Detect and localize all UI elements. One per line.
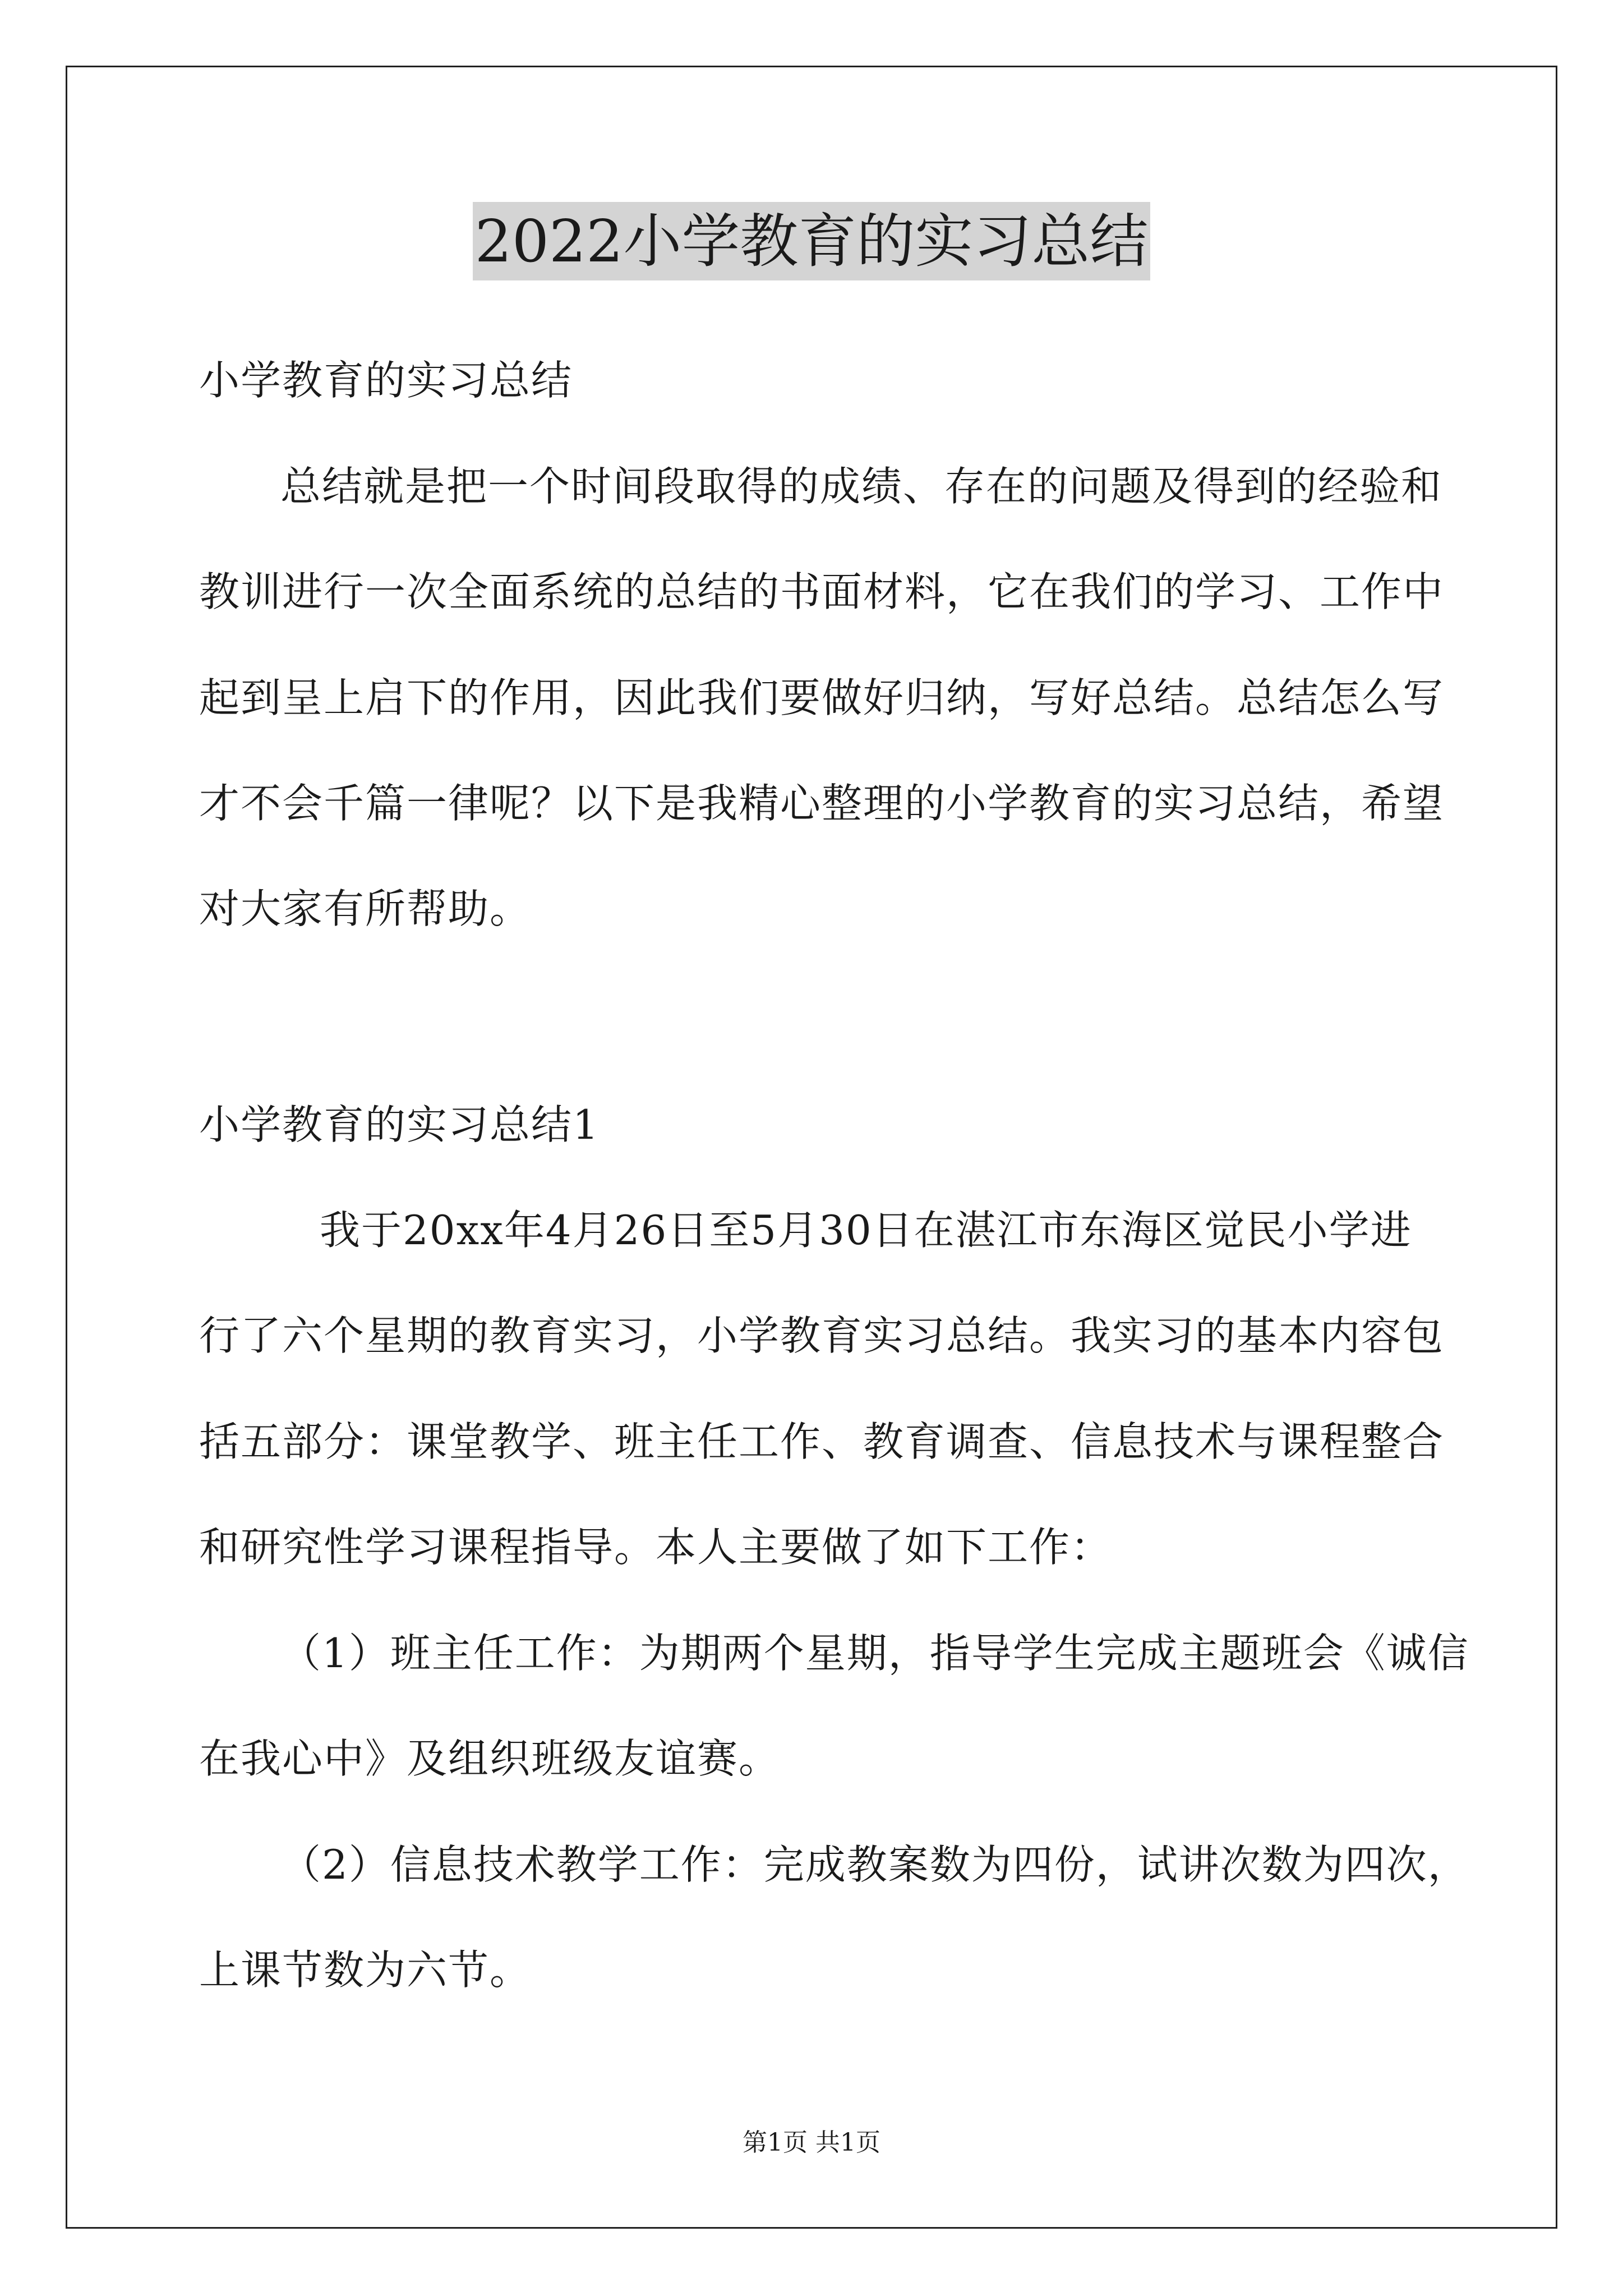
section-heading: 小学教育的实习总结1 (199, 1101, 600, 1148)
intro-line: 总结就是把一个时间段取得的成绩、存在的问题及得到的经验和 (280, 463, 1443, 510)
document-title: 2022小学教育的实习总结 (473, 202, 1151, 280)
page-footer: 第1页 共1页 (743, 2128, 880, 2157)
body-line: 括五部分：课堂教学、班主任工作、教育调查、信息技术与课程整合 (199, 1418, 1445, 1465)
body-line: 上课节数为六节。 (199, 1947, 532, 1994)
body-line: 在我心中》及组织班级友谊赛。 (199, 1735, 781, 1782)
intro-line: 起到呈上启下的作用，因此我们要做好归纳，写好总结。总结怎么写 (199, 674, 1445, 721)
intro-line: 对大家有所帮助。 (199, 885, 532, 932)
title-container (0, 202, 1623, 280)
intro-line: 教训进行一次全面系统的总结的书面材料，它在我们的学习、工作中 (199, 568, 1445, 615)
body-line: 我于20xx年4月26日至5月30日在湛江市东海区觉民小学进 (320, 1207, 1412, 1254)
subtitle: 小学教育的实习总结 (199, 357, 573, 404)
body-line: （1）班主任工作：为期两个星期，指导学生完成主题班会《诚信 (280, 1630, 1469, 1677)
intro-line: 才不会千篇一律呢？以下是我精心整理的小学教育的实习总结，希望 (199, 780, 1445, 827)
body-line: （2）信息技术教学工作：完成教案数为四份，试讲次数为四次， (280, 1841, 1469, 1888)
body-line: 行了六个星期的教育实习，小学教育实习总结。我实习的基本内容包 (199, 1312, 1445, 1359)
body-line: 和研究性学习课程指导。本人主要做了如下工作： (199, 1524, 1113, 1571)
